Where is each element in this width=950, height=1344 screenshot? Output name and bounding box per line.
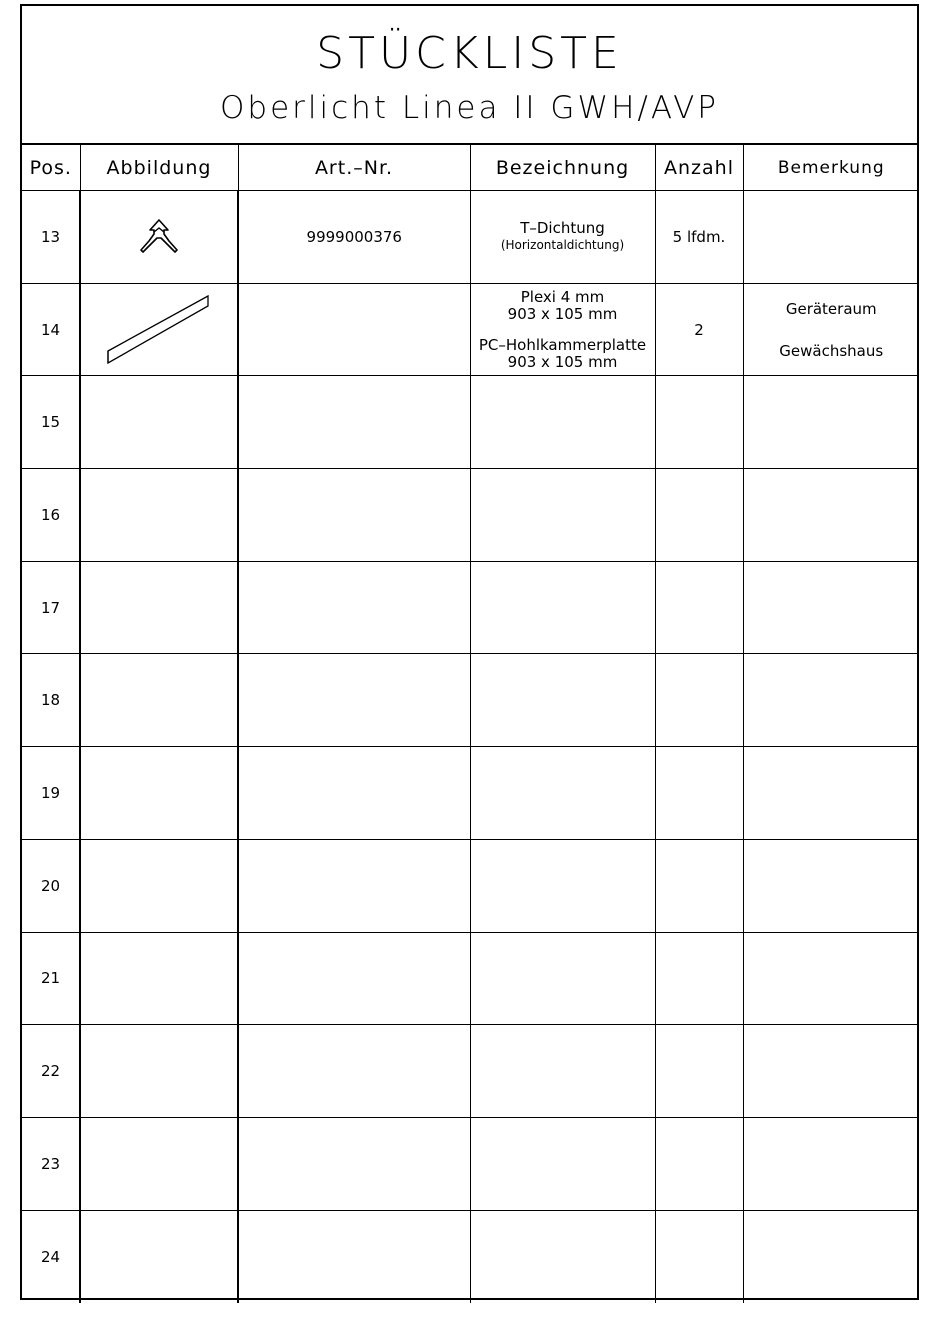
bezeichnung-line-3: PC–Hohlkammerplatte bbox=[478, 335, 647, 354]
row-anzahl bbox=[655, 1025, 743, 1118]
row-image bbox=[80, 283, 238, 376]
row-pos: 13 bbox=[22, 191, 80, 284]
row-artnr bbox=[238, 469, 470, 562]
bezeichnung-main: T–Dichtung bbox=[520, 219, 605, 238]
row-pos: 23 bbox=[22, 1117, 80, 1210]
row-artnr bbox=[238, 561, 470, 654]
bezeichnung-line-1: Plexi 4 mm bbox=[520, 287, 605, 306]
row-anzahl bbox=[655, 561, 743, 654]
row-bemerkung bbox=[743, 469, 919, 562]
table-row bbox=[22, 654, 919, 747]
row-artnr bbox=[238, 1117, 470, 1210]
table-row bbox=[22, 469, 919, 562]
row-anzahl bbox=[655, 469, 743, 562]
row-image bbox=[80, 654, 238, 747]
row-artnr bbox=[238, 747, 470, 840]
row-bezeichnung bbox=[470, 376, 655, 469]
row-pos: 18 bbox=[22, 654, 80, 747]
row-pos: 22 bbox=[22, 1025, 80, 1118]
row-pos: 15 bbox=[22, 376, 80, 469]
column-header-artnr: Art.–Nr. bbox=[238, 145, 470, 191]
row-bezeichnung bbox=[470, 1210, 655, 1303]
row-pos: 19 bbox=[22, 747, 80, 840]
column-header-anzahl: Anzahl bbox=[655, 145, 743, 191]
row-anzahl bbox=[655, 747, 743, 840]
row-artnr bbox=[238, 1210, 470, 1303]
row-artnr bbox=[238, 654, 470, 747]
row-image bbox=[80, 376, 238, 469]
row-pos: 21 bbox=[22, 932, 80, 1025]
bemerkung-line-1: Geräteraum bbox=[785, 299, 877, 318]
row-image bbox=[80, 747, 238, 840]
panel-strip-icon bbox=[104, 293, 214, 367]
row-bezeichnung bbox=[470, 1117, 655, 1210]
row-bemerkung bbox=[743, 561, 919, 654]
row-anzahl bbox=[655, 376, 743, 469]
row-bezeichnung bbox=[470, 654, 655, 747]
row-bezeichnung bbox=[470, 932, 655, 1025]
row-bemerkung bbox=[743, 654, 919, 747]
row-image bbox=[80, 932, 238, 1025]
table-row bbox=[22, 191, 919, 284]
row-anzahl: 5 lfdm. bbox=[655, 191, 743, 284]
row-anzahl bbox=[655, 932, 743, 1025]
page-title: STÜCKLISTE bbox=[316, 28, 623, 79]
page-subtitle: Oberlicht Linea II GWH/AVP bbox=[220, 90, 719, 126]
row-bezeichnung bbox=[470, 283, 655, 376]
row-pos: 14 bbox=[22, 283, 80, 376]
row-pos: 24 bbox=[22, 1210, 80, 1303]
bezeichnung-line-4: 903 x 105 mm bbox=[507, 352, 618, 371]
row-image bbox=[80, 1117, 238, 1210]
row-bezeichnung bbox=[470, 747, 655, 840]
row-bezeichnung bbox=[470, 469, 655, 562]
column-header-abbildung: Abbildung bbox=[80, 145, 238, 191]
table-row bbox=[22, 839, 919, 932]
parts-table bbox=[22, 144, 919, 1303]
row-anzahl bbox=[655, 654, 743, 747]
row-image bbox=[80, 1210, 238, 1303]
row-artnr bbox=[238, 283, 470, 376]
bemerkung-line-2: Gewächshaus bbox=[779, 341, 884, 360]
row-artnr bbox=[238, 932, 470, 1025]
table-row bbox=[22, 376, 919, 469]
row-pos: 20 bbox=[22, 839, 80, 932]
row-bezeichnung bbox=[470, 839, 655, 932]
row-anzahl bbox=[655, 839, 743, 932]
row-bemerkung bbox=[743, 1117, 919, 1210]
table-row bbox=[22, 561, 919, 654]
row-image bbox=[80, 839, 238, 932]
row-artnr: 9999000376 bbox=[238, 191, 470, 284]
row-bemerkung bbox=[743, 932, 919, 1025]
bezeichnung-sub: (Horizontaldichtung) bbox=[500, 238, 625, 253]
row-bemerkung bbox=[743, 839, 919, 932]
row-pos: 17 bbox=[22, 561, 80, 654]
row-pos: 16 bbox=[22, 469, 80, 562]
table-row bbox=[22, 283, 919, 376]
column-header-bemerkung: Bemerkung bbox=[743, 145, 919, 191]
row-bemerkung bbox=[743, 191, 919, 284]
column-header-bezeichnung: Bezeichnung bbox=[470, 145, 655, 191]
title-block bbox=[22, 6, 917, 144]
row-artnr bbox=[238, 376, 470, 469]
row-bemerkung bbox=[743, 376, 919, 469]
row-artnr bbox=[238, 839, 470, 932]
row-bemerkung bbox=[743, 283, 919, 376]
table-row bbox=[22, 1025, 919, 1118]
column-header-pos: Pos. bbox=[22, 145, 80, 191]
table-row bbox=[22, 1210, 919, 1303]
t-seal-profile-icon bbox=[137, 217, 181, 257]
table-row bbox=[22, 932, 919, 1025]
row-artnr bbox=[238, 1025, 470, 1118]
row-bemerkung bbox=[743, 747, 919, 840]
parts-list-sheet bbox=[20, 4, 919, 1300]
row-bemerkung bbox=[743, 1025, 919, 1118]
row-bezeichnung bbox=[470, 191, 655, 284]
row-anzahl bbox=[655, 1210, 743, 1303]
row-bezeichnung bbox=[470, 1025, 655, 1118]
table-row bbox=[22, 747, 919, 840]
row-anzahl: 2 bbox=[655, 283, 743, 376]
row-bezeichnung bbox=[470, 561, 655, 654]
row-anzahl bbox=[655, 1117, 743, 1210]
table-header-row bbox=[22, 145, 919, 191]
row-image bbox=[80, 561, 238, 654]
table-row bbox=[22, 1117, 919, 1210]
row-image bbox=[80, 1025, 238, 1118]
row-image bbox=[80, 191, 238, 284]
row-bemerkung bbox=[743, 1210, 919, 1303]
bezeichnung-line-2: 903 x 105 mm bbox=[507, 304, 618, 323]
row-image bbox=[80, 469, 238, 562]
